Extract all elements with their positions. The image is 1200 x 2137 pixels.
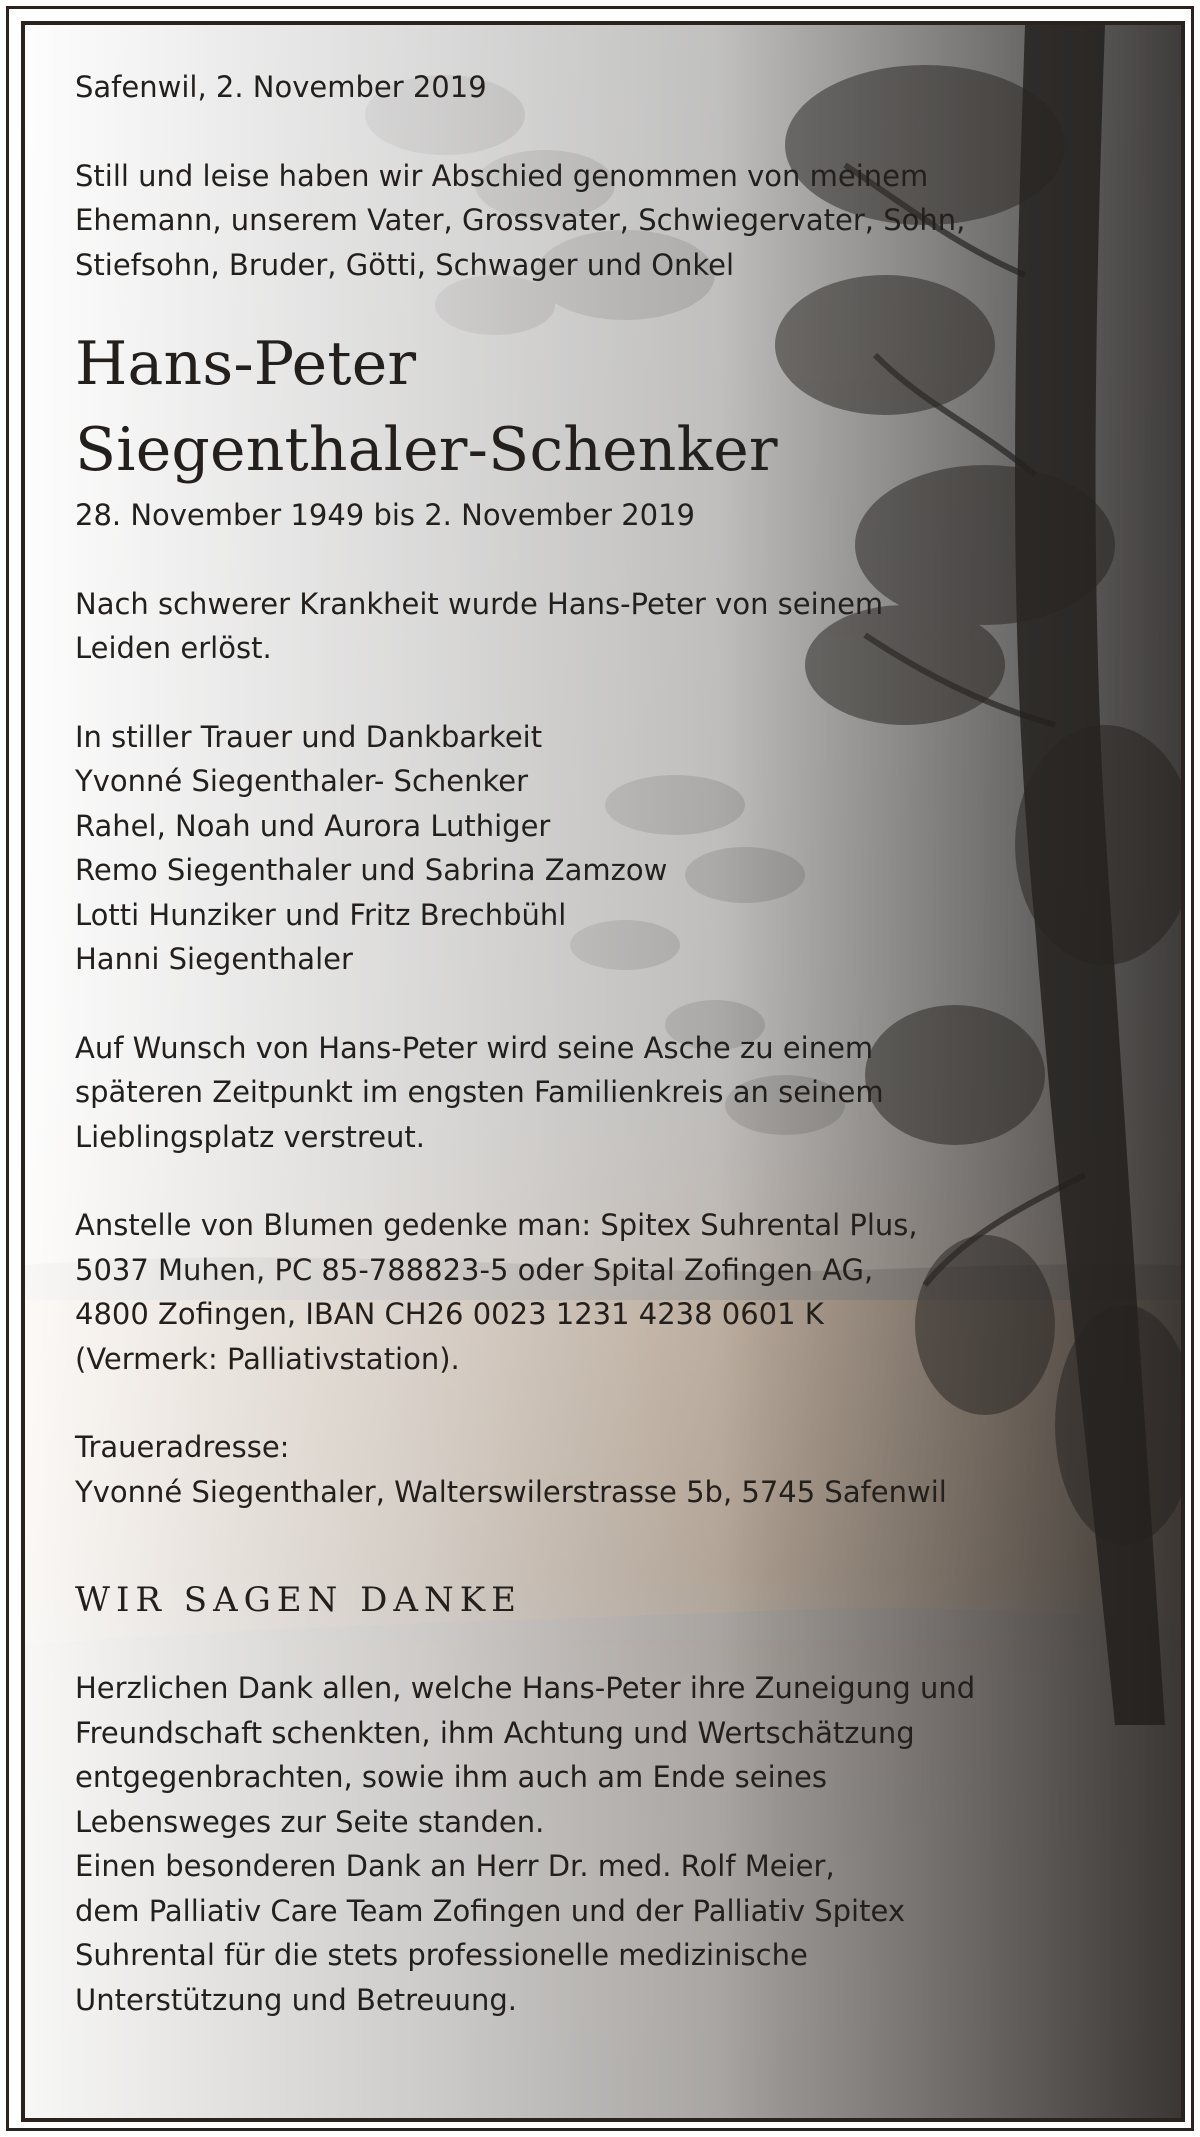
thanks-text: Herzlichen Dank allen, welche Hans-Peter ihre Zuneigung und Freundschaft schenkten, ihm Achtung und Wertschätzung entgegenbrachten, sowie ihm auch am Ende seines Lebensweges zur Seite standen. Einen besonderen Dank an Herr Dr. med. Rolf Meier, dem Palliativ Care Team Zofingen und der Palliativ Spitex Suhrental für die stets professionelle medizinische Unterstützung und Betreuung. (75, 1671, 976, 2017)
thanks-heading: WIR SAGEN DANKE (75, 1580, 522, 1620)
obituary-text (75, 65, 1125, 2022)
mourners-intro: In stiller Trauer und Dankbarkeit (75, 719, 543, 754)
intro-text: Still und leise haben wir Abschied genommen von meinem Ehemann, unserem Vater, Grossvater, Schwiegervater, Sohn, Stiefsohn, Bruder, Götti, Schwager und Onkel (75, 158, 966, 282)
donations-text: Anstelle von Blumen gedenke man: Spitex Suhrental Plus, 5037 Muhen, PC 85-788823-5 oder Spital Zofingen AG, 4800 Zofingen, IBAN CH26 0023 1231 4238 0601 K (Vermerk: Palliativstation). (75, 1208, 918, 1376)
life-dates: 28. November 1949 bis 2. November 2019 (75, 498, 696, 532)
name-line-2: Siegenthaler-Schenker (75, 415, 778, 485)
illness-text: Nach schwerer Krankheit wurde Hans-Peter von seinem Leiden erlöst. (75, 586, 884, 665)
place-date: Safenwil, 2. November 2019 (75, 70, 487, 104)
outer-frame (6, 6, 1194, 2131)
address-text: Yvonné Siegenthaler, Walterswilerstrasse 5b, 5745 Safenwil (75, 1474, 947, 1509)
mourner-line: Rahel, Noah und Aurora Luthiger (75, 808, 551, 843)
inner-frame (21, 21, 1185, 2122)
mourner-line: Yvonné Siegenthaler- Schenker (75, 764, 529, 798)
mourner-line: Lotti Hunziker und Fritz Brechbühl (75, 897, 567, 932)
mourner-line: Remo Siegenthaler und Sabrina Zamzow (75, 853, 668, 887)
ashes-text: Auf Wunsch von Hans-Peter wird seine Asche zu einem späteren Zeitpunkt im engsten Familienkreis an seinem Lieblingsplatz verstreut. (75, 1030, 884, 1154)
address-label: Traueradresse: (75, 1430, 290, 1464)
name-line-1: Hans-Peter (75, 329, 417, 399)
mourner-line: Hanni Siegenthaler (75, 942, 353, 976)
deceased-name (75, 321, 1125, 493)
